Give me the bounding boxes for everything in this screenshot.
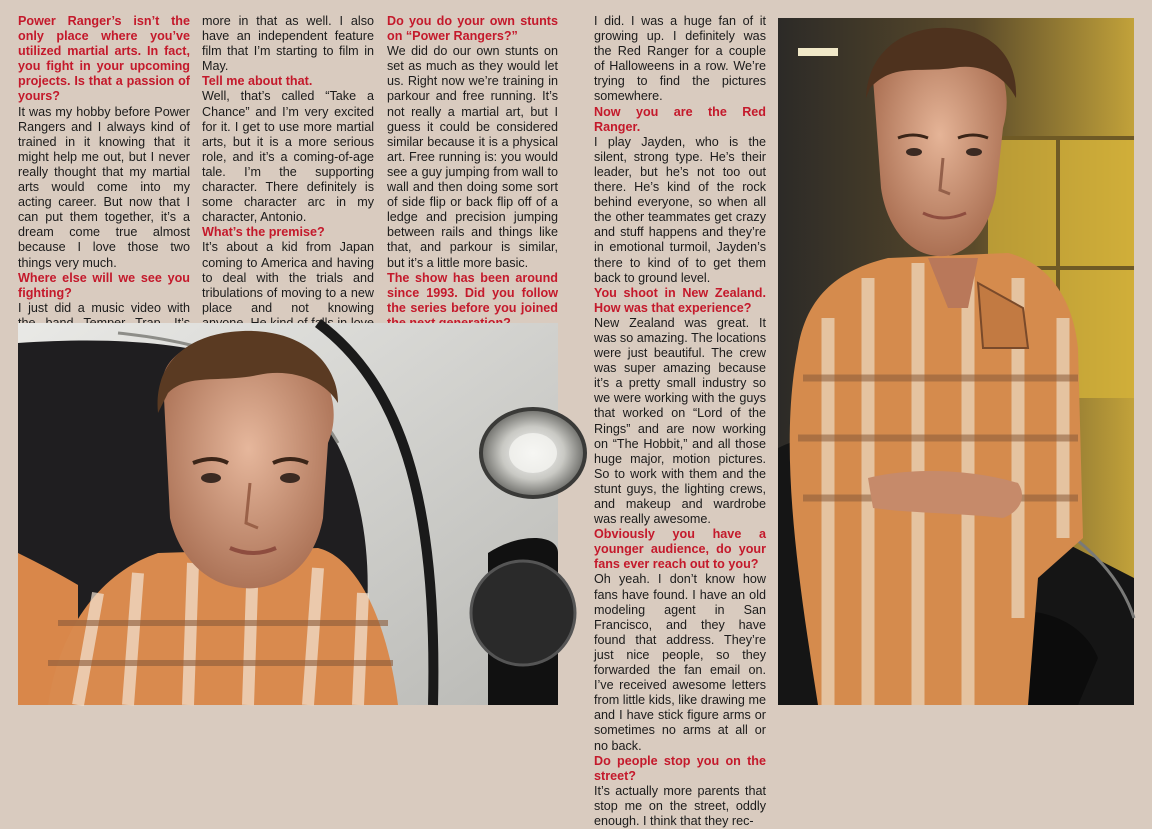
interview-answer: I did. I was a huge fan of it growing up. I definitely was the Red Ranger for a couple of Halloweens in a row. We’re trying to find the pictures somewhere. <box>594 14 766 104</box>
article-column-3 <box>387 14 558 320</box>
interview-question: Obviously you have a younger audience, do your fans ever reach out to you? <box>594 527 766 572</box>
interview-question: What’s the premise? <box>202 225 325 240</box>
interview-answer: It’s actually more parents that stop me on the street, oddly enough. I think that they rec- <box>594 783 766 828</box>
interview-answer: I play Jayden, who is the silent, strong type. He’s their leader, but he’s not too out there. He’s kind of the rock behind everyone, so when all the other teammates get crazy and stuff happens and they’re in emotional turmoil, Jayden’s there to kind of to get them back to ground level. <box>594 134 766 285</box>
interview-question: Do you do your own stunts on “Power Rangers?” <box>387 14 558 44</box>
interview-question: Where else will we see you fighting? <box>18 270 190 300</box>
interview-answer: I just did a music video with <box>18 300 190 315</box>
interview-answer: It was my hobby before Power Rangers and I always kind of trained in it knowing that it might help me out, but I never really thought that my martial arts would come into my acting career. But now that I can put them together, it’s a dream come true almost because I love those two things very much. <box>18 104 190 270</box>
interview-question: Power Ranger’s isn’t the only place where you’ve utilized martial arts. In fact, you fight in your upcoming projects. Is that a passion of yours? <box>18 14 190 104</box>
interview-answer: New Zealand was great. It was so amazing. The locations were just beautiful. The crew was super amazing because it’s a pretty small industry so we were working with the guys that worked on “Lord of the Rings” and are now working on “The Hobbit,” and all those huge major, motion pictures. So to work with them and the stunt guys, the lighting crews, and makeup and wardrobe was really awesome. <box>594 315 766 527</box>
interview-answer: Well, that’s called “Take a Chance” and I’m very excited for it. I get to use more martial arts, but it is a more serious role, and it’s a coming-of-age tale. I’m the supporting character. There definitely is some character arc in my character, Antonio. <box>202 89 374 225</box>
interview-answer: Oh yeah. I don’t know how fans have found. I have an old modeling agent in San Francisco, and they have found that address. They’re just nice people, so they forwarded the fan email on. I’ve received awesome letters from little kids, like drawing me and I have stick figure arms or sometimes no arms at all or no back. <box>594 572 766 753</box>
article-column-4 <box>594 14 766 828</box>
interview-question: Tell me about that. <box>202 74 313 89</box>
interview-answer: more in that as well. I also have an independent feature film that I’m starting to film in May. <box>202 14 374 74</box>
standing-portrait-photo-with-car <box>778 18 1134 705</box>
interview-answer: We did do our own stunts on set as much as they would let us. Right now we’re training in parkour and free running. It’s not really a martial art, but I guess it could be considered similar because it is a physical art. Free running is: you would see a guy jumping from wall to wall and then doing some sort of side flip or back flip off of a ledge and precision jumping between rails and things like that, and parkour is similar, but it’s a little more basic. <box>387 44 558 270</box>
article-column-1 <box>18 14 190 320</box>
interview-question: The show has been around since 1993. Did you follow the series before you joined <box>387 270 558 315</box>
article-column-2 <box>202 14 374 320</box>
interview-question: Do people stop you on the street? <box>594 753 766 783</box>
interview-answer: It’s about a kid from Japan coming to America and having to deal with the trials and tribulations of moving to a new place and not knowing <box>202 240 374 315</box>
interview-question: You shoot in New Zealand. How was that experience? <box>594 285 766 315</box>
portrait-photo-with-white-car <box>18 323 558 705</box>
interview-question: Now you are the Red Ranger. <box>594 104 766 134</box>
